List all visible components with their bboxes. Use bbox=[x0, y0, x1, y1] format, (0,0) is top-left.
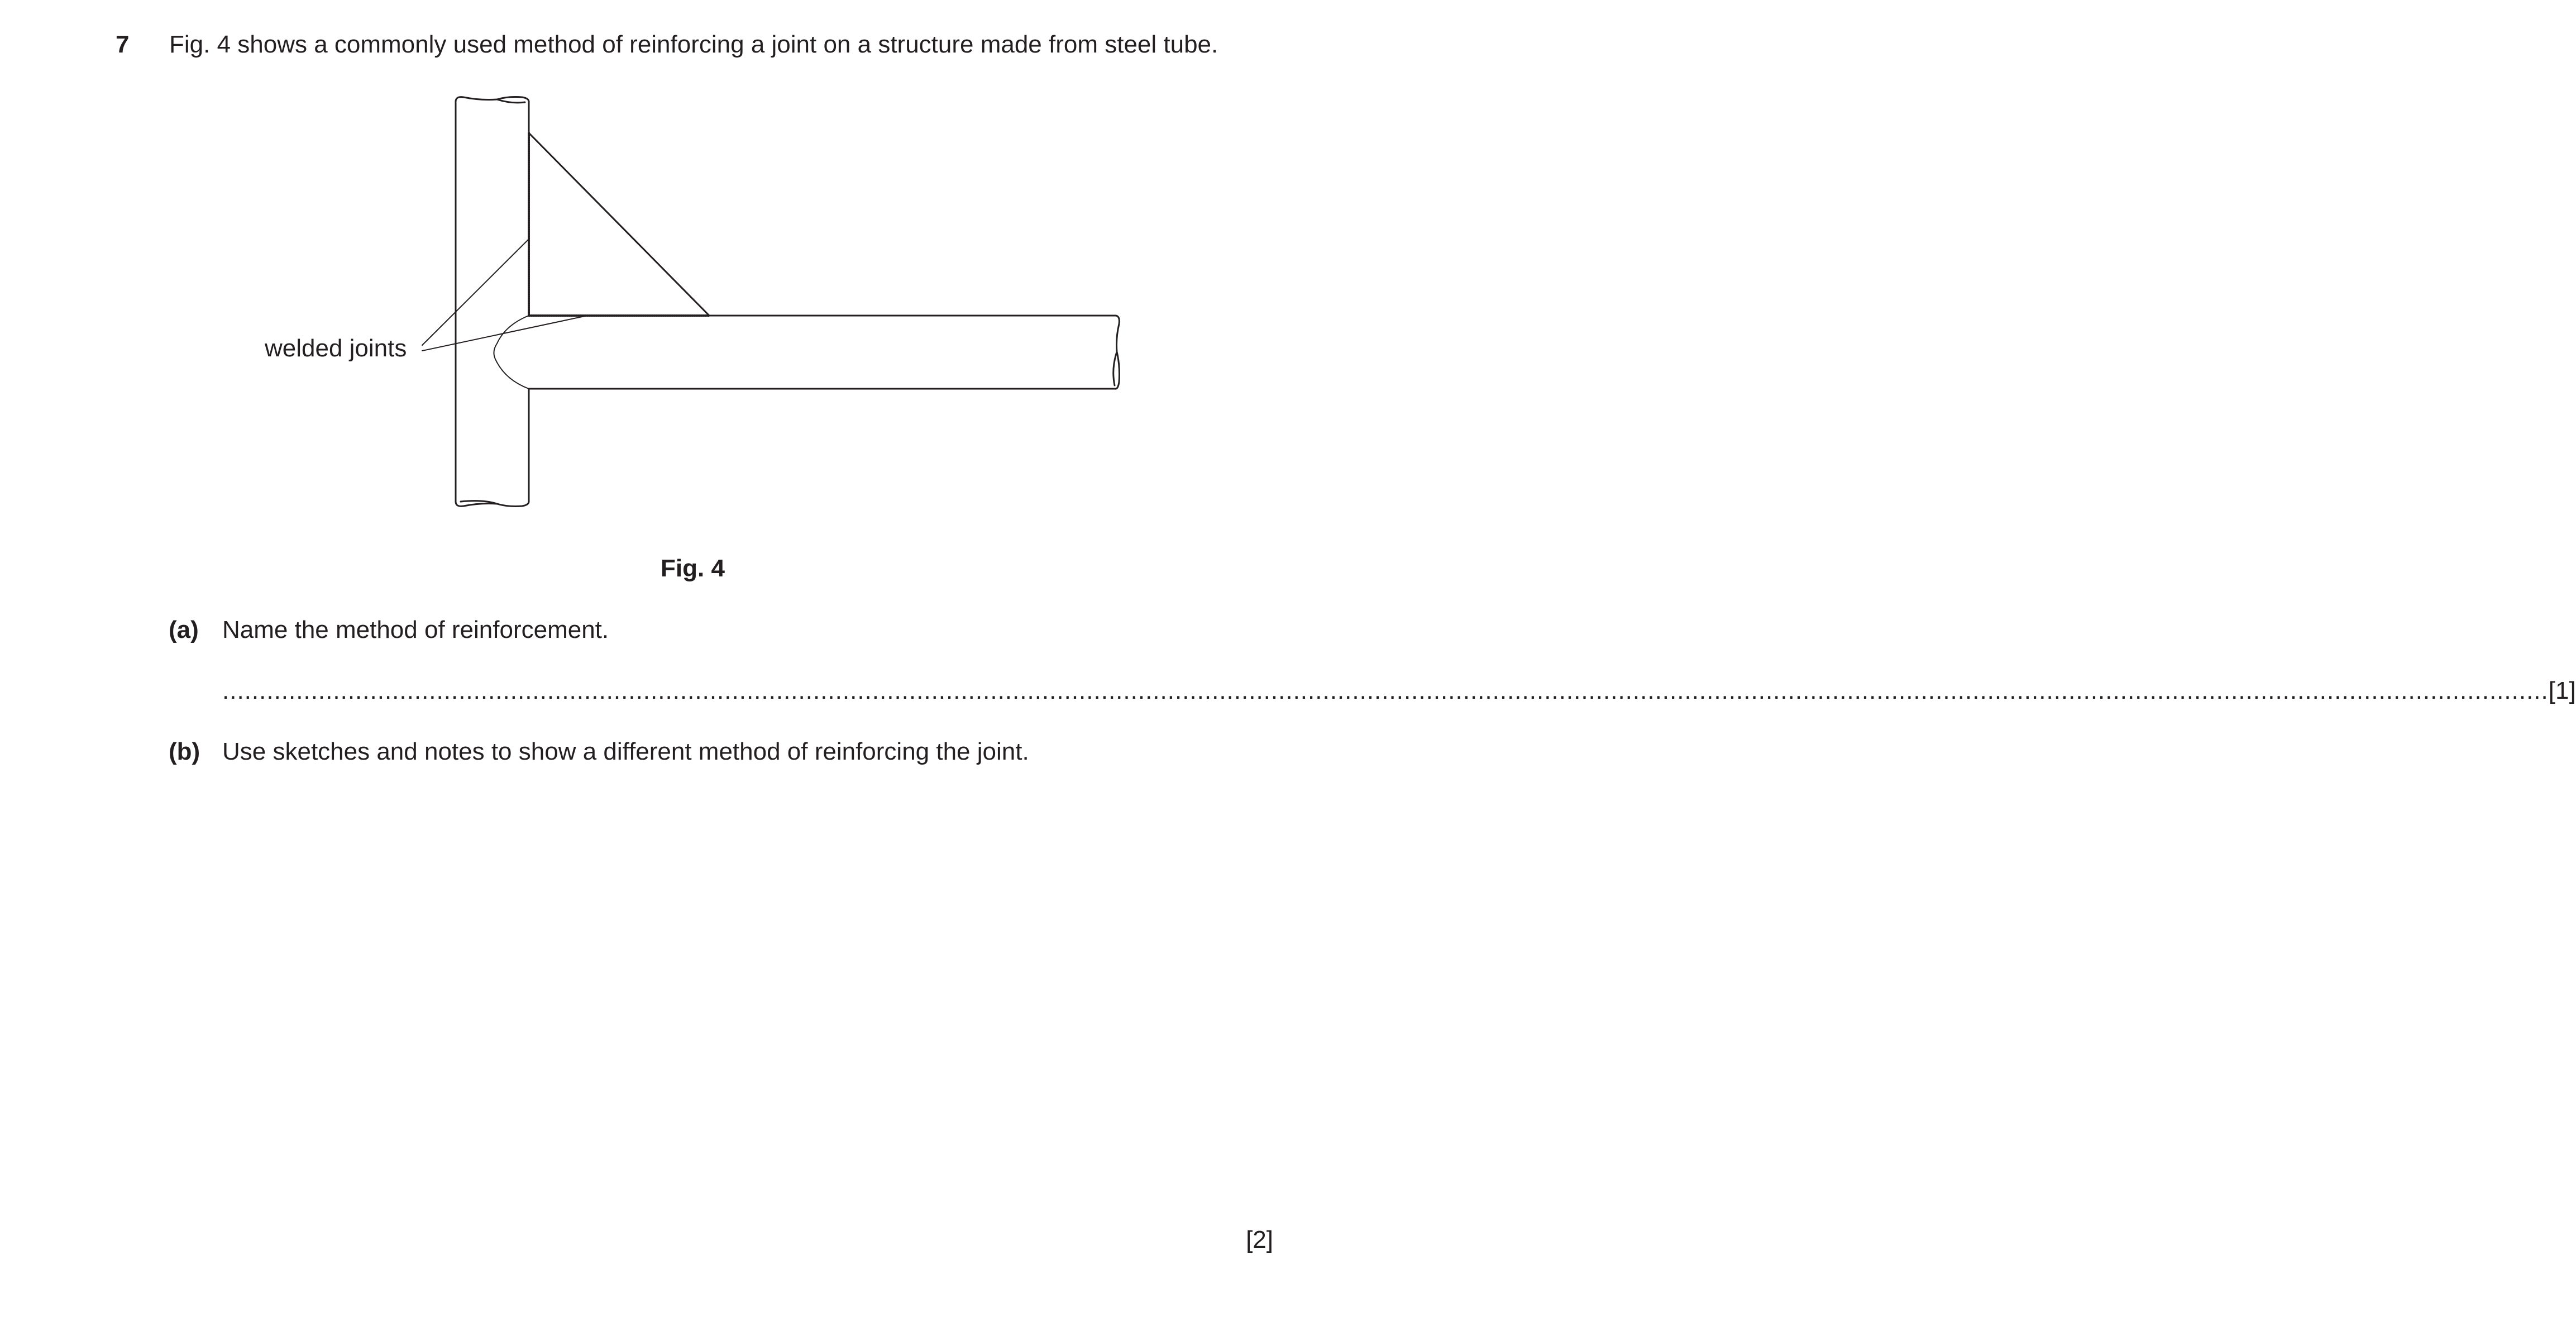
figure-label-welded-joints: welded joints bbox=[265, 335, 407, 362]
part-b-sketch-area[interactable] bbox=[222, 782, 1273, 1212]
tube-weld-seam bbox=[494, 316, 529, 389]
horizontal-tube bbox=[529, 316, 1120, 389]
question-number: 7 bbox=[116, 31, 130, 58]
welded-joints-leader-lines bbox=[422, 239, 587, 351]
part-a-label: (a) bbox=[169, 616, 199, 643]
figure-caption: Fig. 4 bbox=[661, 555, 725, 582]
part-a-answer-line[interactable] bbox=[222, 674, 2576, 708]
part-a-question: Name the method of reinforcement. bbox=[222, 616, 609, 643]
part-a-marks: [1] bbox=[2548, 677, 2576, 704]
figure-4-tube-joint-diagram bbox=[0, 0, 1385, 559]
part-b-marks: [2] bbox=[1246, 1226, 1273, 1253]
triangular-gusset bbox=[529, 133, 709, 316]
answer-dotted-line[interactable]: ........................................................................................................................................................................................................................................................................................................................... bbox=[222, 677, 2549, 704]
question-intro: Fig. 4 shows a commonly used method of reinforcing a joint on a structure made from steel tube. bbox=[169, 31, 1218, 58]
part-b-question: Use sketches and notes to show a different method of reinforcing the joint. bbox=[222, 738, 1029, 765]
part-b-label: (b) bbox=[169, 738, 200, 765]
